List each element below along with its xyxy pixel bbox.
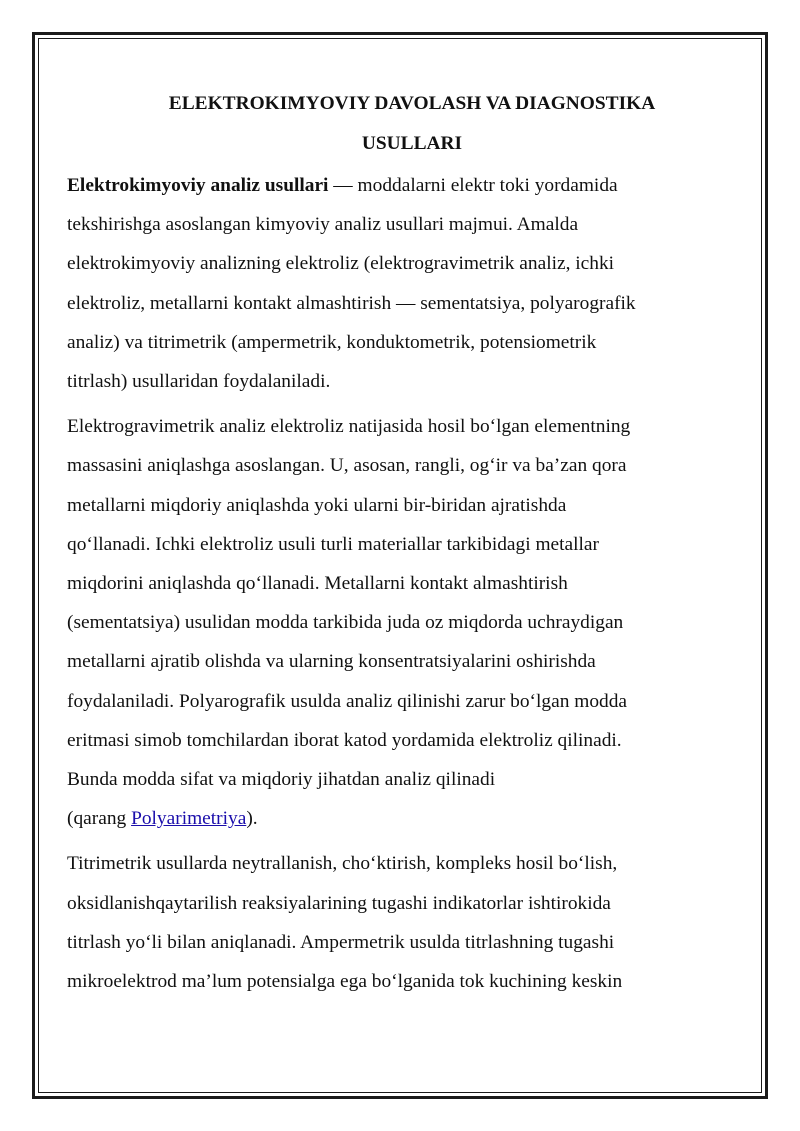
paragraph-line: elektrokimyoviy analizning elektroliz (elektrogravimetrik analiz, ichki — [67, 253, 615, 275]
polyarimetriya-link[interactable]: Polyarimetriya — [131, 808, 247, 830]
paragraph-line: mikroelektrod ma’lum potensialga ega bo‘lganida tok kuchining keskin — [67, 971, 623, 993]
paragraph-line: titrlash) usullaridan foydalaniladi. — [67, 371, 331, 393]
paragraph-titrimetric — [67, 844, 737, 1001]
paragraph-line — [67, 799, 737, 838]
paragraph-electrogravimetric — [67, 407, 737, 838]
paragraph-line: eritmasi simob tomchilardan iborat katod yordamida elektroliz qilinadi. — [67, 729, 622, 751]
paragraph-line: foydalaniladi. Polyarografik usulda analiz qilinishi zarur bo‘lgan modda — [67, 690, 628, 712]
paragraph-line: Titrimetrik usullarda neytrallanish, cho‘ktirish, kompleks hosil bo‘lish, — [67, 853, 618, 875]
paragraph-line: Bunda modda sifat va miqdoriy jihatdan analiz qilinadi — [67, 769, 496, 791]
paragraph-line — [67, 166, 737, 205]
paragraph-line: elektroliz, metallarni kontakt almashtirish — sementatsiya, polyarografik — [67, 292, 636, 314]
paragraph-line: metallarni miqdoriy aniqlashda yoki ularni bir-biridan ajratishda — [67, 494, 567, 516]
paragraph-line: tekshirishga asoslangan kimyoviy analiz usullari majmui. Amalda — [67, 214, 579, 236]
line-text: (qarang — [67, 808, 132, 830]
paragraph-line: (sementatsiya) usulidan modda tarkibida juda oz miqdorda uchraydigan — [67, 612, 624, 634]
line-text: — moddalarni elektr toki yordamida — [328, 175, 618, 196]
paragraph-line: qo‘llanadi. Ichki elektroliz usuli turli materiallar tarkibidagi metallar — [67, 533, 599, 555]
paragraph-line: analiz) va titrimetrik (ampermetrik, konduktometrik, potensiometrik — [67, 331, 597, 353]
paragraph-line: titrlash yo‘li bilan aniqlanadi. Ampermetrik usulda titrlashning tugashi — [67, 931, 615, 953]
paragraph-line: massasini aniqlashga asoslangan. U, asosan, rangli, og‘ir va ba’zan qora — [67, 455, 627, 477]
document-title — [67, 84, 737, 164]
paragraph-electrochemical-analysis — [67, 166, 737, 401]
document-body — [67, 84, 737, 1001]
defined-term: Elektrokimyoviy analiz usullari — [67, 175, 329, 196]
title-line: USULLARI — [361, 133, 463, 154]
title-line: ELEKTROKIMYOVIY DAVOLASH VA DIAGNOSTIKA — [168, 93, 656, 114]
paragraph-line: oksidlanishqaytarilish reaksiyalarining tugashi indikatorlar ishtirokida — [67, 892, 611, 914]
paragraph-line: metallarni ajratib olishda va ularning konsentratsiyalarini oshirishda — [67, 651, 596, 673]
paragraph-line: Elektrogravimetrik analiz elektroliz natijasida hosil bo‘lgan elementning — [67, 416, 631, 438]
line-text: ). — [246, 808, 258, 830]
paragraph-line: miqdorini aniqlashda qo‘llanadi. Metallarni kontakt almashtirish — [67, 573, 568, 595]
